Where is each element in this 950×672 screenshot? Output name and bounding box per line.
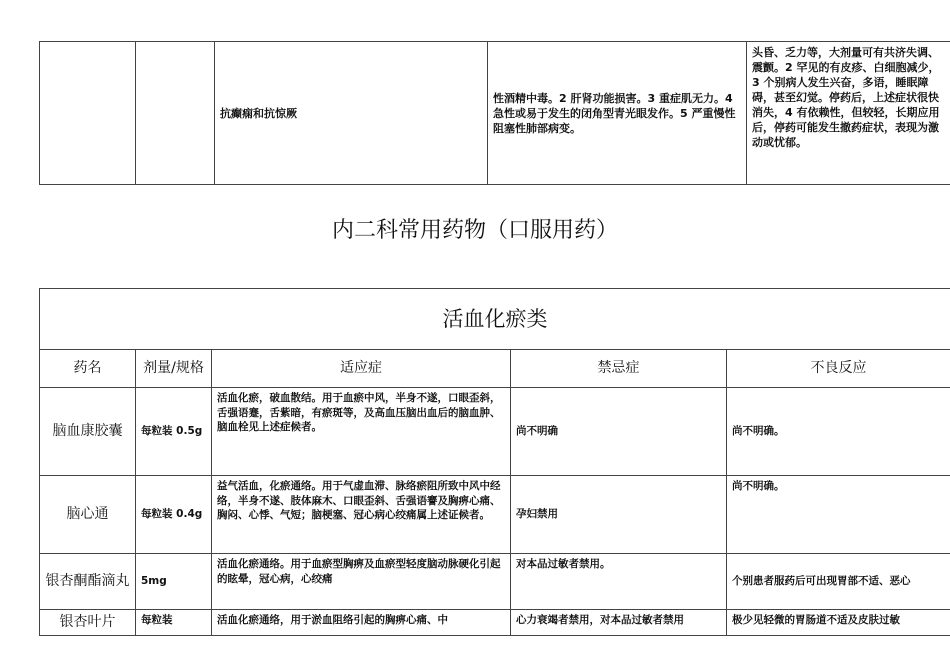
name-cell bbox=[40, 42, 136, 185]
drug-dose: 每粒装 bbox=[136, 610, 212, 636]
drug-dose: 每粒装 0.5g bbox=[136, 388, 212, 476]
table-row bbox=[40, 610, 950, 636]
drug-adverse: 尚不明确。 bbox=[727, 388, 950, 476]
adverse-cell: 头昏、乏力等，大剂量可有共济失调、震颤。2 罕见的有皮疹、白细胞减少，3 个别病人发生兴奋，多语，睡眠障碍，甚至幻觉。停药后，上述症状很快消失，4 有依赖性，但较轻，长期应用后，停药可能发生撤药症状，表现为激动或忧郁。 bbox=[747, 42, 950, 185]
table-row bbox=[40, 554, 950, 610]
drug-contraindication: 孕妇禁用 bbox=[511, 476, 727, 554]
drug-indication: 活血化瘀通络，用于淤血阻络引起的胸痹心痛、中 bbox=[212, 610, 511, 636]
table-row bbox=[40, 42, 950, 185]
header-dose: 剂量/规格 bbox=[136, 350, 212, 388]
drug-contraindication: 心力衰竭者禁用，对本品过敏者禁用 bbox=[511, 610, 727, 636]
drug-adverse: 个别患者服药后可出现胃部不适、恶心 bbox=[727, 554, 950, 610]
drug-dose: 每粒装 0.4g bbox=[136, 476, 212, 554]
drug-adverse: 尚不明确。 bbox=[727, 476, 950, 554]
drug-name: 银杏叶片 bbox=[40, 610, 136, 636]
header-row bbox=[40, 350, 950, 388]
drug-indication: 活血化瘀，破血散结。用于血瘀中风，半身不遂，口眼歪斜，舌强语蹇，舌紫暗，有瘀斑等，及高血压脑出血后的脑血肿、脑血栓见上述症候者。 bbox=[212, 388, 511, 476]
drug-name: 银杏酮酯滴丸 bbox=[40, 554, 136, 610]
drug-indication: 活血化瘀通络。用于血瘀型胸痹及血瘀型轻度脑动脉硬化引起的眩晕，冠心病，心绞痛 bbox=[212, 554, 511, 610]
drug-dose: 5mg bbox=[136, 554, 212, 610]
indication-cell: 抗癫痫和抗惊厥 bbox=[215, 42, 488, 185]
category-row bbox=[40, 289, 950, 350]
drug-name: 脑血康胶囊 bbox=[40, 388, 136, 476]
page-title: 内二科常用药物（口服用药） bbox=[331, 218, 618, 243]
header-name: 药名 bbox=[40, 350, 136, 388]
drug-table bbox=[39, 288, 950, 636]
continued-drug-table bbox=[39, 41, 950, 185]
contraindication-cell: 性酒精中毒。2 肝肾功能损害。3 重症肌无力。4 急性或易于发生的闭角型青光眼发作。5 严重慢性阻塞性肺部病变。 bbox=[488, 42, 747, 185]
drug-indication: 益气活血，化瘀通络。用于气虚血滞、脉络瘀阻所致中风中经络，半身不遂、肢体麻木、口眼歪斜、舌强语謇及胸痹心痛、胸闷、心悸、气短；脑梗塞、冠心病心绞痛属上述证候者。 bbox=[212, 476, 511, 554]
header-adverse: 不良反应 bbox=[727, 350, 950, 388]
table-row bbox=[40, 388, 950, 476]
header-contraindication: 禁忌症 bbox=[511, 350, 727, 388]
category-heading: 活血化瘀类 bbox=[40, 289, 950, 350]
drug-adverse: 极少见轻微的胃肠道不适及皮肤过敏 bbox=[727, 610, 950, 636]
dose-cell bbox=[136, 42, 215, 185]
drug-contraindication: 尚不明确 bbox=[511, 388, 727, 476]
table-row bbox=[40, 476, 950, 554]
drug-name: 脑心通 bbox=[40, 476, 136, 554]
drug-contraindication: 对本品过敏者禁用。 bbox=[511, 554, 727, 610]
header-indication: 适应症 bbox=[212, 350, 511, 388]
